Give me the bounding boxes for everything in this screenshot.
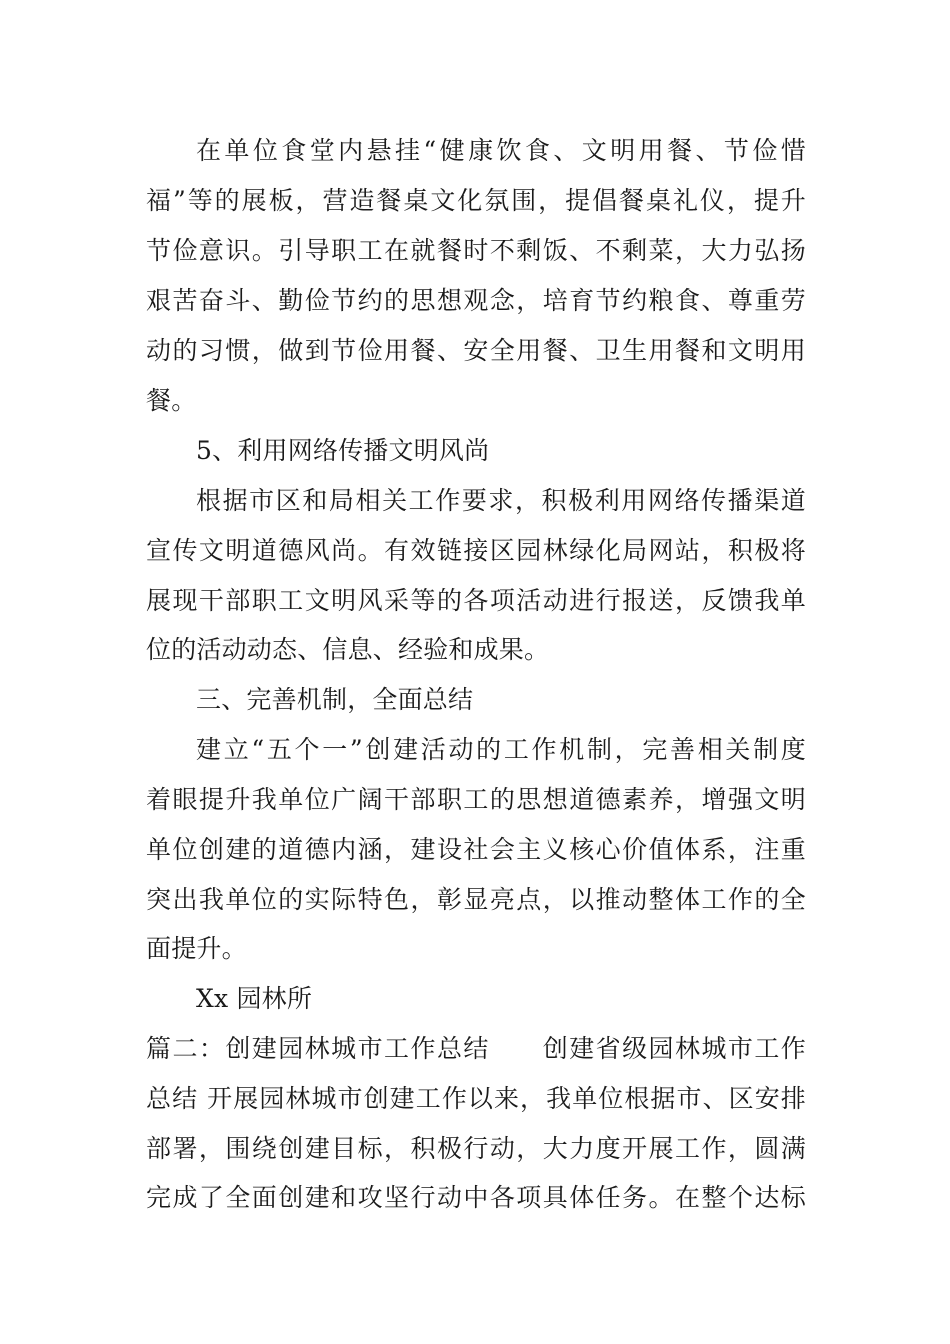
paragraph-2-line-4: 位的活动动态、信息、经验和成果。 [146, 635, 550, 664]
paragraph-3-line-1: 建立“五个一”创建活动的工作机制，完善相关制度 [196, 735, 806, 764]
paragraph-1-line-4: 艰苦奋斗、勤俭节约的思想观念，培育节约粮食、尊重劳 [146, 286, 806, 315]
paragraph-3-line-4: 突出我单位的实际特色，彰显亮点，以推动整体工作的全 [146, 885, 806, 914]
paragraph-1-line-6: 餐。 [146, 386, 197, 415]
paragraph-1-line-2: 福”等的展板，营造餐桌文化氛围，提倡餐桌礼仪，提升 [146, 186, 806, 215]
paragraph-3-line-2: 着眼提升我单位广阔干部职工的思想道德素养，增强文明 [146, 785, 806, 814]
paragraph-1-line-3: 节俭意识。引导职工在就餐时不剩饭、不剩菜，大力弘扬 [146, 236, 806, 265]
paragraph-2-line-1: 根据市区和局相关工作要求，积极利用网络传播渠道 [196, 486, 806, 515]
section-heading-3: 三、完善机制，全面总结 [196, 685, 474, 714]
paragraph-2-line-2: 宣传文明道德风尚。有效链接区园林绿化局网站，积极将 [146, 536, 806, 565]
paragraph-4-line-1: 篇二：创建园林城市工作总结 创建省级园林城市工作 [146, 1034, 806, 1063]
paragraph-3-line-5: 面提升。 [146, 934, 247, 963]
paragraph-2-line-3: 展现干部职工文明风采等的各项活动进行报送，反馈我单 [146, 586, 806, 615]
signature: Xx 园林所 [196, 984, 313, 1013]
paragraph-4-line-4: 完成了全面创建和攻坚行动中各项具体任务。在整个达标 [146, 1183, 806, 1212]
paragraph-1-line-5: 动的习惯，做到节俭用餐、安全用餐、卫生用餐和文明用 [146, 336, 806, 365]
paragraph-3-line-3: 单位创建的道德内涵，建设社会主义核心价值体系，注重 [146, 835, 806, 864]
section-heading-5: 5、利用网络传播文明风尚 [196, 436, 490, 465]
paragraph-4-line-2: 总结 开展园林城市创建工作以来，我单位根据市、区安排 [146, 1084, 806, 1113]
paragraph-1-line-1: 在单位食堂内悬挂“健康饮食、文明用餐、节俭惜 [196, 136, 806, 165]
paragraph-4-line-3: 部署，围绕创建目标，积极行动，大力度开展工作，圆满 [146, 1134, 806, 1163]
